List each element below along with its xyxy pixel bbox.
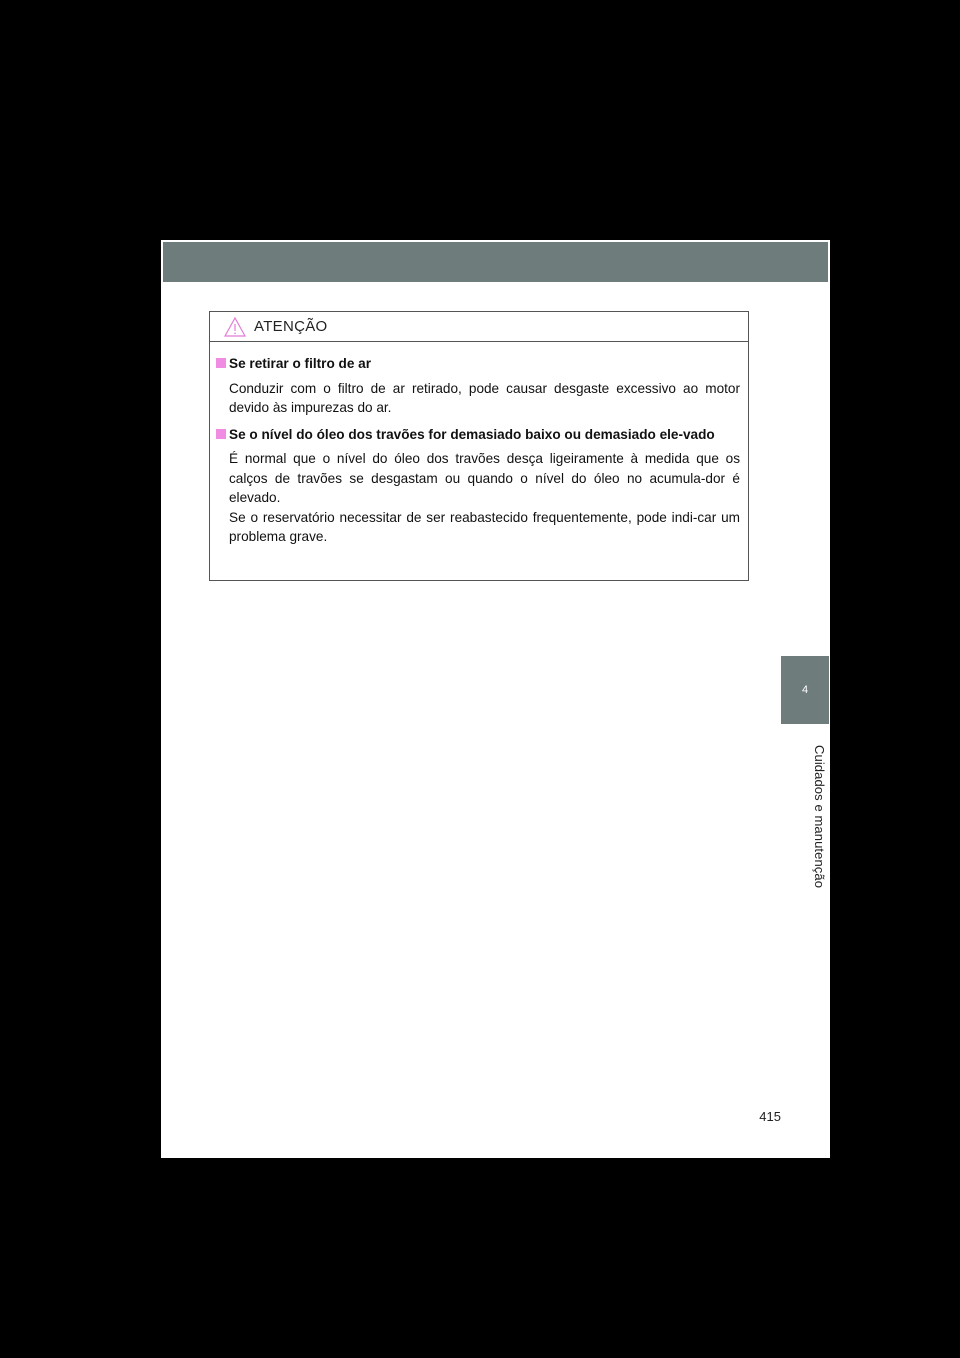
chapter-number-tab: 4 <box>781 656 829 724</box>
warning-section-brake-fluid <box>216 425 740 547</box>
chapter-label: Cuidados e manutenção <box>812 745 827 889</box>
warning-box <box>209 311 749 581</box>
warning-section-air-filter <box>216 354 740 418</box>
manual-page <box>161 240 830 1158</box>
page-number: 415 <box>759 1109 781 1124</box>
warning-header <box>210 312 748 342</box>
square-bullet-icon <box>216 358 226 368</box>
warning-body <box>210 342 748 547</box>
warning-title: ATENÇÃO <box>254 318 328 335</box>
page-header-bar <box>163 242 828 282</box>
warning-triangle-icon <box>224 317 246 337</box>
section-paragraph: É normal que o nível do óleo dos travões desça ligeiramente à medida que os calços de travões se desgastam ou quando o nível do óleo no acumula-dor é elevado. <box>229 451 740 505</box>
section-title: Se o nível do óleo dos travões for demasiado baixo ou demasiado ele-vado <box>216 425 740 445</box>
section-paragraph: Se o reservatório necessitar de ser reabastecido frequentemente, pode indi-car um problema grave. <box>229 509 740 544</box>
section-title: Se retirar o filtro de ar <box>216 354 740 374</box>
square-bullet-icon <box>216 429 226 439</box>
section-paragraph: Conduzir com o filtro de ar retirado, pode causar desgaste excessivo ao motor devido às impurezas do ar. <box>229 380 740 415</box>
